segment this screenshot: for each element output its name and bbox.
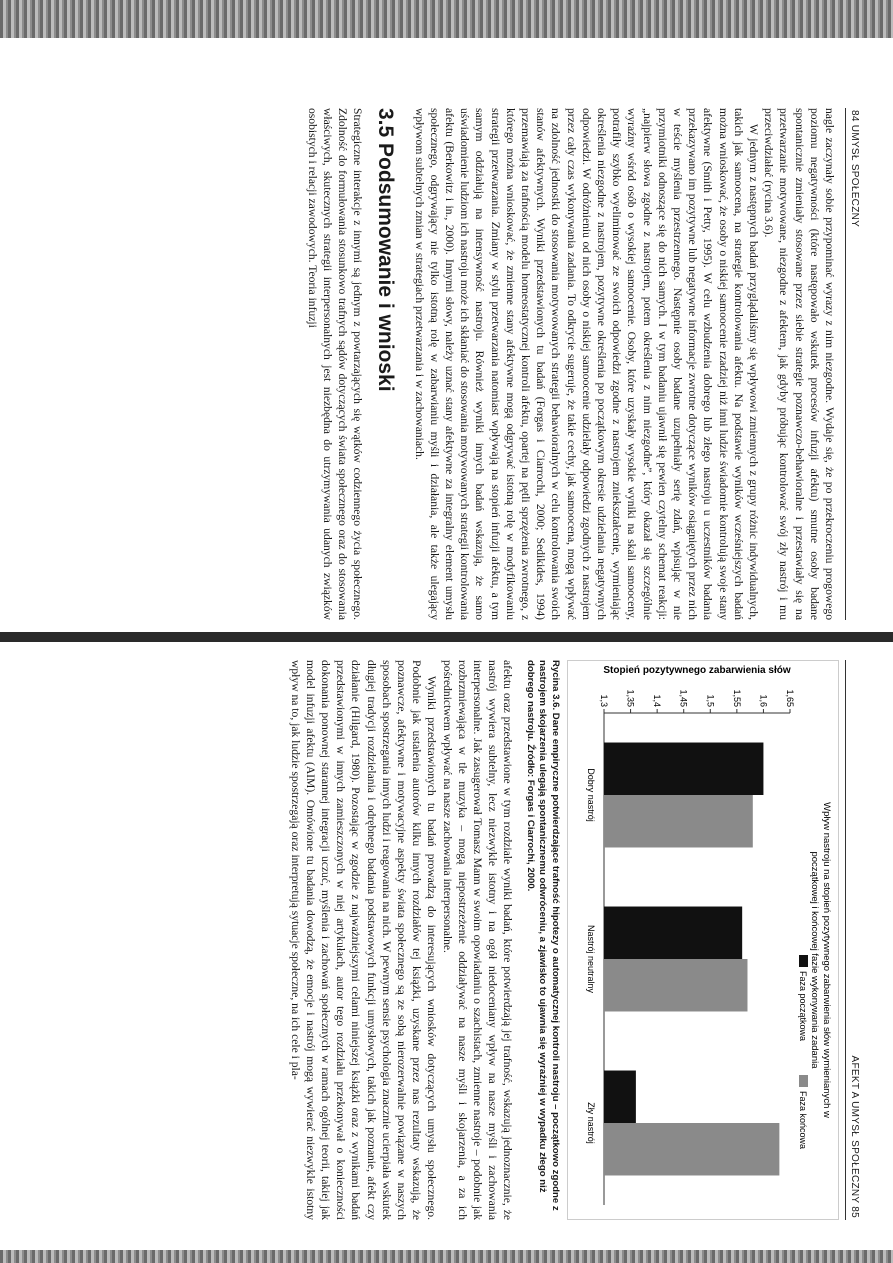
scan-edge-bottom xyxy=(0,1250,893,1263)
left-page xyxy=(30,108,860,620)
paragraph: Wyniki przedstawionych tu badań prowadzą do interesujących wniosków dotyczących umysłu społecznego. Podobnie jak ustalenia autorów kilku innych rozdziałów tej książki, uzyskane przez nas rezultaty wskazują, że poznawcze, afektywne i motywacyjne aspekty świata społecznego są ze sobą nierozerwalnie powiązane w naszych sposobach spostrzegania innych ludzi i reagowania na nich. W pewnym sensie psychologia znacznie ucierpiała wskutek długiej tradycji rozdzielania i odrębnego badania podstawowych funkcji umysłowych, takich jak poznanie, afekt czy działanie (Hilgard, 1980). Pozostając w zgodzie z najważniejszymi celami niniejszej książki oraz z wynikami badań przedstawionymi w innych zamieszczonych w niej artykułach, autor tego rozdziału przekonywał o konieczności dokonania ponownej starannej integracji uczuć, myślenia i zachowań społecznych w ramach ogólnej teorii, takiej jak model infuzji afektu (AIM). Omówione tu badania dowodzą, że emocje i nastrój mogą wywierać niezwykle istotny wpływ na to, jak ludzie spostrzegają oraz interpretują sytuacje społeczne, na ich cele i pla- xyxy=(288,660,439,1220)
bar xyxy=(604,959,747,1011)
y-tick-label: 1,55 xyxy=(731,689,742,707)
bar xyxy=(604,907,742,959)
figure-caption: Rycina 3.6. Dane empiryczne potwierdzające trafność hipotezy o automatycznej kontroli nastroju – początkowo zgodne z nastrojem skojarzenia ulegają spontanicznemu odwróceniu, a zjawisko to ujawnia się wyraźniej w wypadku złego niż dobrego nastroju. Źródło: Forgas i Ciarrochi, 2000. xyxy=(525,660,561,1211)
legend-swatch xyxy=(799,955,808,967)
bar-chart xyxy=(570,661,838,1219)
figure-3-6 xyxy=(567,660,839,1220)
legend-swatch xyxy=(799,1075,808,1087)
paragraph: W jednym z następnych badań przyglądaliśmy się wpływowi zmiennych z grupy różnic indywidualnych, takich jak samoocena, na strategie kontrolowania afektu. Na podstawie wyników wcześniejszych badań można wnioskować, że osoby o niskiej samoocenie rzadziej niż inni ludzie świadomie kontrolują swoje stany afektywne (Smith i Petty, 1995). W celu wzbudzenia dobrego lub złego nastroju u uczestników badania przekazywano im pozytywne lub negatywne informacje zwrotne dotyczące wyników osiągniętych przez nich w teście myślenia przestrzennego. Następnie osoby badane uzupełniały serię zdań, wpisując w nie przymiotniki odnoszące się do nich samych. I w tym badaniu ujawnił się pewien czytelny schemat reakcji: „najpierw słowa zgodne z nastrojem, potem określenia z nim niezgodne”, który okazał się szczególnie wyraźny wśród osób o wysokiej samoocenie. Osoby, które uzyskały wysokie wyniki na skali samooceny, potrafiły szybko wyeliminować ze swoich odpowiedzi zgodne z nastrojem zniekształcenie, wymieniając określenia niezgodne z nastrojem, pozytywne określenia po początkowym okresie udzielania negatywnych odpowiedzi. W odróżnieniu od nich osoby o niskiej samoocenie udzielały odpowiedzi zgodnych z nastrojem przez cały czas wykonywania zadania. To odkrycie sugeruje, że takie cechy, jak samoocena, mogą wpływać na zdolność jednostki do stosowania motywowanych strategii behawioralnych w celu kontrolowania swoich stanów afektywnych. Wyniki przedstawionych tu badań (Forgas i Ciarrochi, 2000; Sedikides, 1994) przemawiają za trafnością modelu homeostatycznej kontroli afektu, opartej na pętli sprzężenia zwrotnego, z którego można wnioskować, że zmienne stany afektywne mogą odgrywać istotną rolę w modyfikowaniu strategii przetwarzania. Zmiany w stylu przetwarzania natomiast wpływają na stopień infuzji afektu, a tym samym oddziałują na intensywność nastroju. Również wyniki innych badań wskazują, że samo uświadomienie ludziom ich nastroju może ich skłaniać do stosowania motywowanych strategii kontrolowania afektu (Berkowitz i in., 2000). Innymi słowy, należy uznać stany afektywne za integralny element umysłu społecznego, odgrywający nie tylko istotną rolę w zabarwianiu myśli i działania, ale także ulegający wpływom subtelnych zmian w strategiach przetwarzania i w zachowaniach. xyxy=(412,108,760,620)
bar xyxy=(604,1071,636,1123)
running-header-right: AFEKT A UMYSŁ SPOŁECZNY 85 xyxy=(849,1055,860,1218)
page-header xyxy=(845,660,860,1220)
paragraph: afektu oraz przedstawione w tym rozdziale wyniki badań, które potwierdzają jej trafność, wskazują jednoznacznie, że nastrój wywiera subtelny, lecz niezwykle istotny i na ogół niedoceniany wpływ na nasze myśli i zachowania interpersonalne. Jak zasugerował Tomasz Mann w swoim opowiadaniu o szachistach, zmienne nastroje – podobnie jak rozbrzmiewająca w tle muzyka – mogą niepostrzeżenie oddziaływać na nasze myśli i skojarzenia, a za ich pośrednictwem wpływać na nasze zachowania interpersonalne. xyxy=(440,660,515,1220)
paragraph: Strategiczne interakcje z innymi są jednym z powtarzających się wątków codziennego życia społecznego. Zdolność do formułowania stosunkowo trafnych sądów dotyczących świata społecznego oraz do stosowania właściwych, skutecznych strategii interpersonalnych jest niezbędna do utrzymywania udanych związków osobistych i relacji zawodowych. Teoria infuzji xyxy=(305,108,365,620)
right-page xyxy=(30,660,860,1220)
y-tick-label: 1,35 xyxy=(625,689,636,707)
scan-edge-top xyxy=(0,0,893,38)
y-tick-label: 1,6 xyxy=(758,694,769,707)
y-tick-label: 1,5 xyxy=(705,694,716,707)
bar xyxy=(604,795,753,847)
bar xyxy=(604,1123,779,1175)
legend-label: Faza początkowa xyxy=(798,971,808,1042)
x-tick-label: Dobry nastrój xyxy=(586,768,596,822)
left-body xyxy=(305,108,846,620)
y-tick-label: 1,4 xyxy=(652,694,663,707)
section-title: 3.5 Podsumowanie i wnioski xyxy=(374,108,398,392)
page-header xyxy=(845,108,860,620)
y-tick-label: 1,65 xyxy=(785,689,795,707)
paragraph: nagle zaczynały sobie przypominać wyrazy z nim niezgodne. Wydaje się, że po przekroczeniu progowego poziomu negatywności (które następowało wskutek procesów infuzji afektu) smutne osoby badane spontanicznie zmieniały stosowane przez siebie strategie poznawczo-behawioralne i przestawiały się na przetwarzanie motywowane, niezgodne z afektem, jak gdyby próbując kontrolować swój zły nastrój i mu przeciwdziałać (rycina 3.6). xyxy=(762,108,836,620)
x-tick-label: Zły nastrój xyxy=(586,1102,596,1144)
y-tick-label: 1,3 xyxy=(599,694,609,707)
y-tick-label: 1,45 xyxy=(678,689,689,707)
bar xyxy=(604,743,763,795)
chart-title: Wpływ nastroju na stopień pozytywnego zabarwienia słów wymienianych wpoczątkowej i końcowej fazie wykonywania zadania xyxy=(809,802,832,1118)
legend-label: Faza końcowa xyxy=(798,1091,808,1150)
running-header-left: 84 UMYSŁ SPOŁECZNY xyxy=(849,110,860,228)
page-gutter xyxy=(0,632,893,642)
x-tick-label: Nastrój neutralny xyxy=(586,924,596,994)
y-axis-label: Stopień pozytywnego zabarwienia słów xyxy=(603,665,791,676)
